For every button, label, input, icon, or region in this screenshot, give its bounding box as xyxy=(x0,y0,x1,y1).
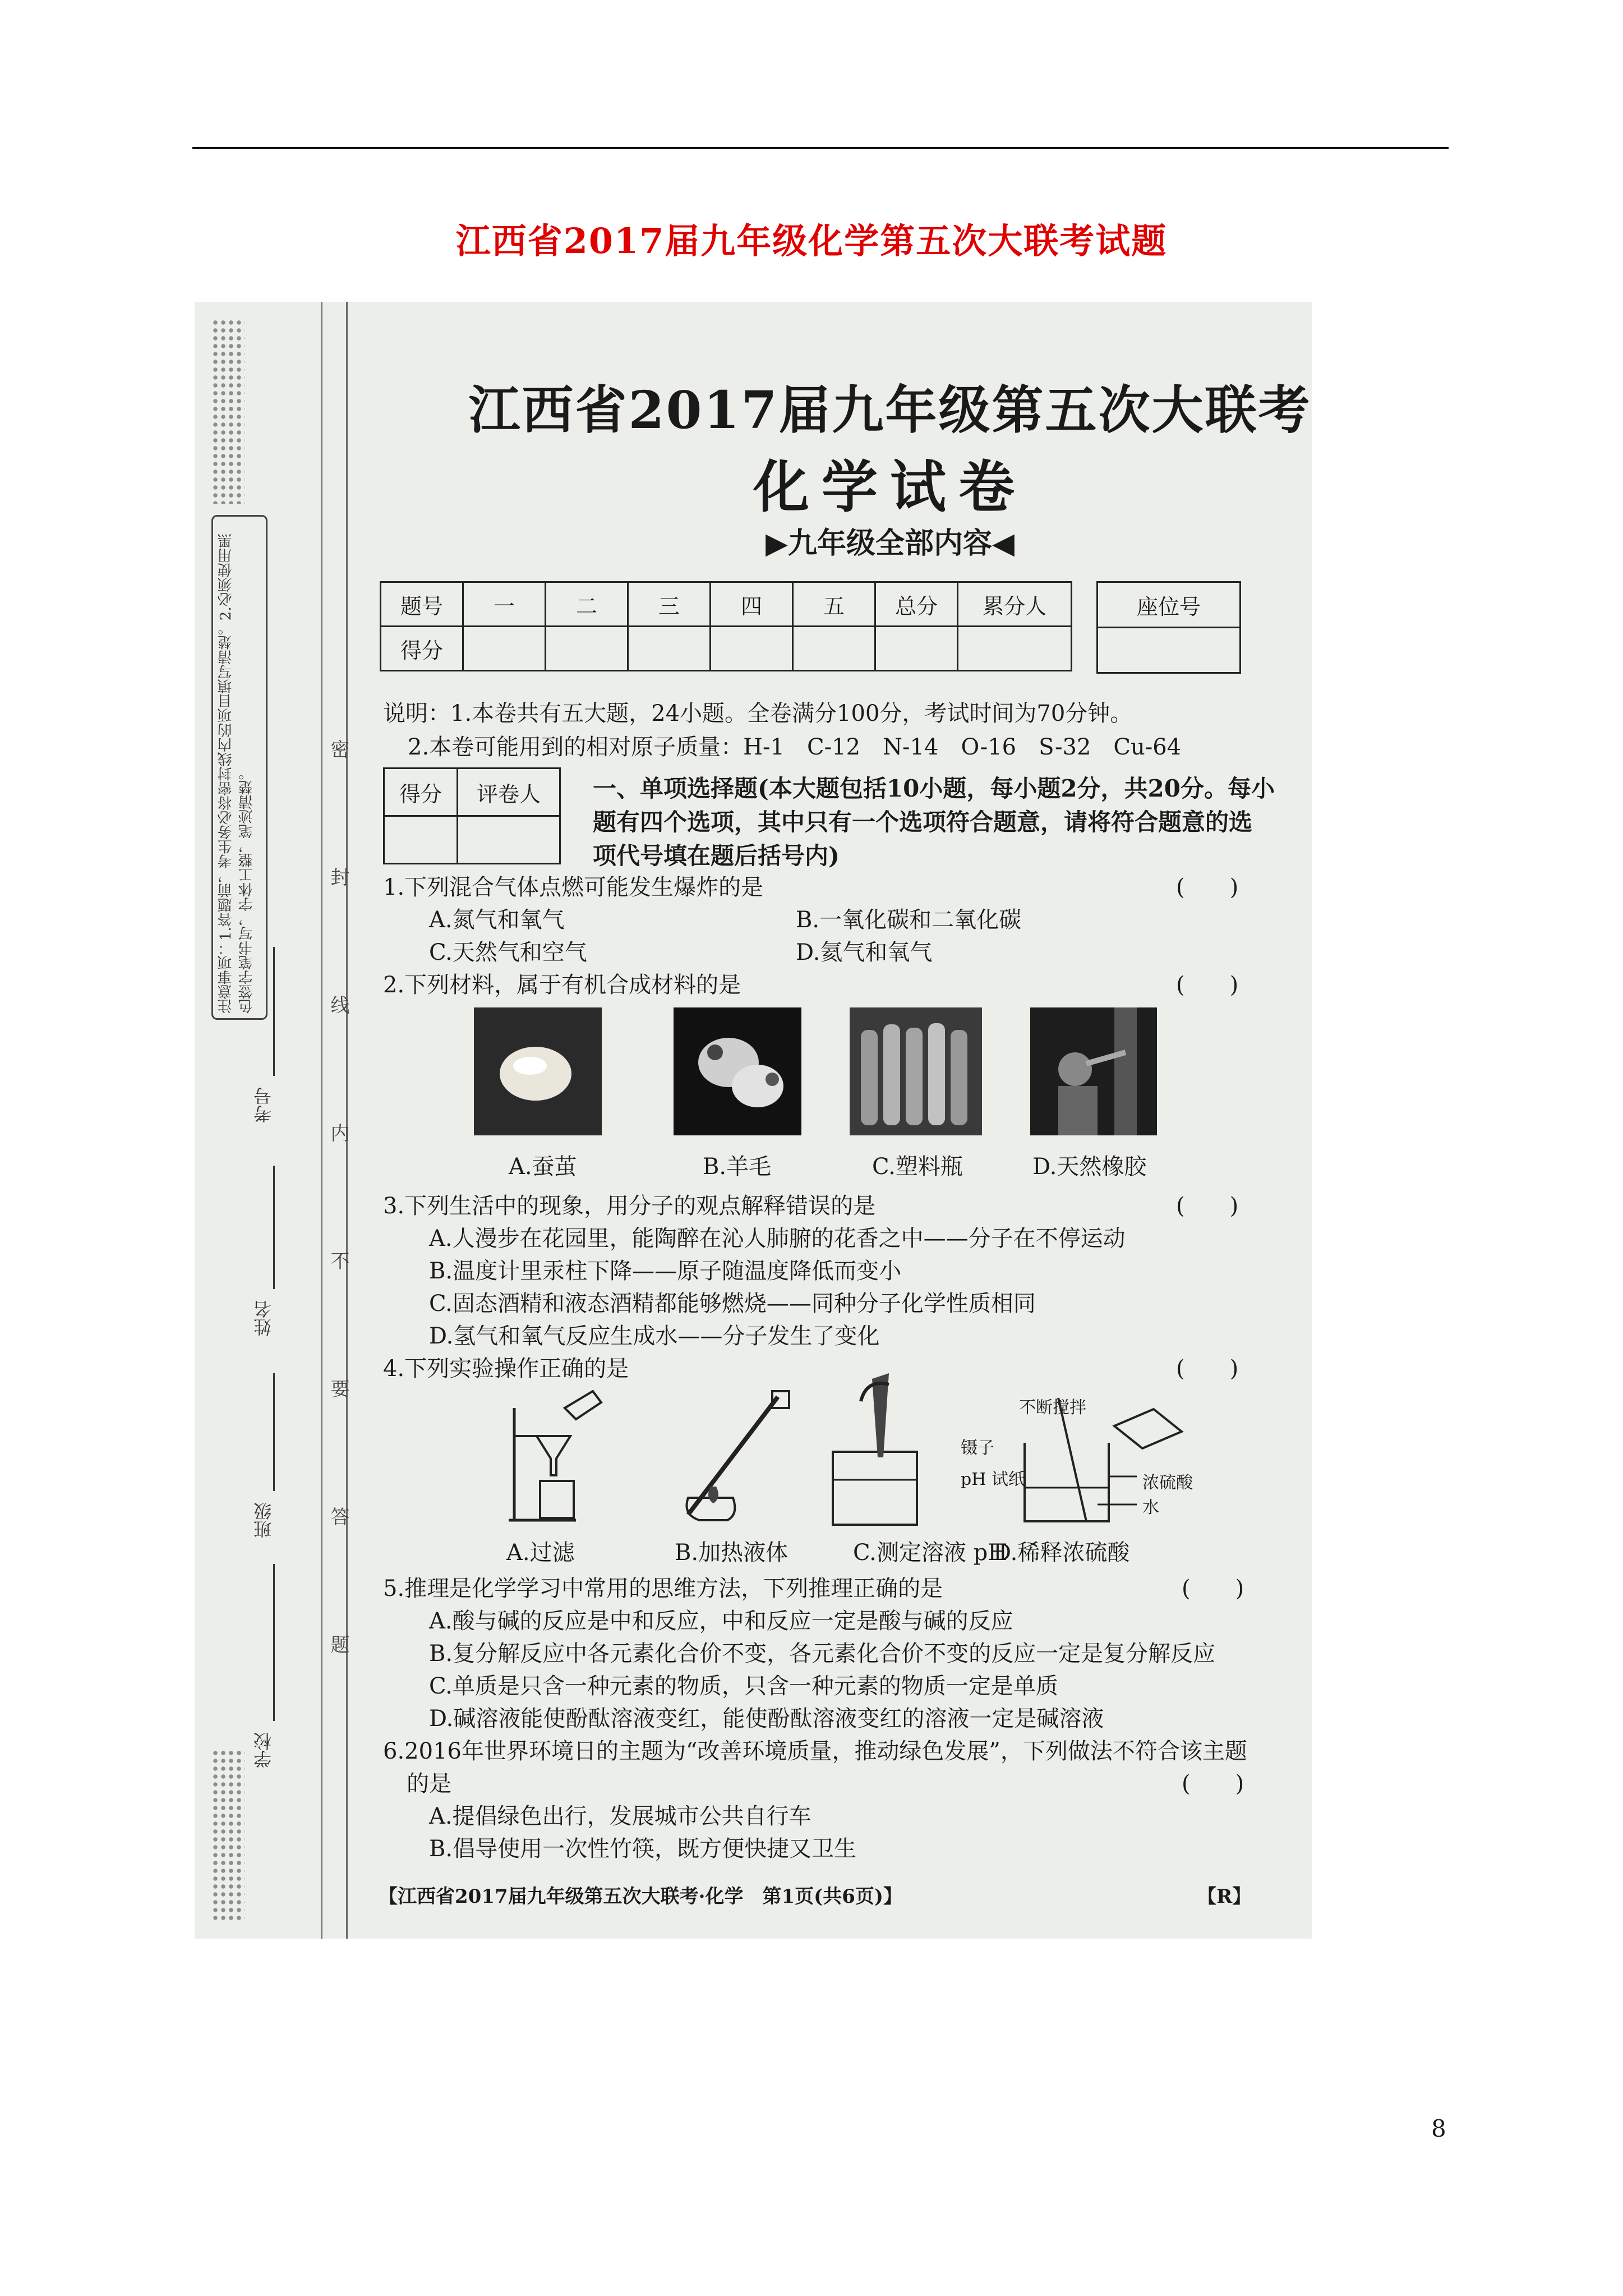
question-3-stem: 3.下列生活中的现象，用分子的观点解释错误的是 xyxy=(383,1193,876,1219)
question-1-option-d: D.氦气和氧气 xyxy=(796,940,933,965)
section-1-line-2: 题有四个选项，其中只有一个选项符合题意，请将符合题意的选 xyxy=(593,808,1253,836)
page-number: 8 xyxy=(1431,2115,1446,2142)
answer-paren: ( ) xyxy=(1182,1771,1244,1797)
heating-liquid-apparatus-icon xyxy=(666,1386,817,1526)
score-cell xyxy=(958,627,1072,671)
label-tweezers: 镊子 xyxy=(961,1438,994,1458)
question-3-option-d: D.氢气和氧气反应生成水——分子发生了变化 xyxy=(429,1323,880,1349)
seal-text: 密 封 线 内 不 要 答 题 xyxy=(327,739,349,1699)
exam-footer: 【江西省2017届九年级第五次大联考·化学 第1页(共6页)】 xyxy=(379,1885,902,1908)
question-4-option-c: C.测定溶液 pH xyxy=(853,1540,1008,1566)
silkworm-cocoon-image xyxy=(474,1007,602,1135)
question-2-option-b: B.羊毛 xyxy=(703,1154,772,1180)
binding-holes-bottom xyxy=(211,1749,245,1923)
score-header-cell: 题号 xyxy=(381,582,463,627)
score-header-cell: 四 xyxy=(711,582,793,627)
answer-paren: ( ) xyxy=(1176,875,1239,900)
score-cell xyxy=(463,627,546,671)
natural-rubber-image xyxy=(1030,1007,1157,1135)
question-3-option-b: B.温度计里汞柱下降——原子随温度降低而变小 xyxy=(429,1258,902,1284)
header-rule xyxy=(192,147,1449,149)
filtration-apparatus-icon xyxy=(497,1386,626,1526)
question-6-option-b: B.倡导使用一次性竹筷，既方便快捷又卫生 xyxy=(429,1836,857,1862)
score-cell xyxy=(711,627,793,671)
label-stir: 不断搅拌 xyxy=(1019,1398,1086,1418)
question-4-stem: 4.下列实验操作正确的是 xyxy=(383,1356,629,1382)
seat-value xyxy=(1098,628,1241,673)
question-4-option-a: A.过滤 xyxy=(506,1540,575,1566)
score-cell xyxy=(793,627,875,671)
label-conc-acid: 浓硫酸 xyxy=(1142,1473,1193,1493)
question-2-stem: 2.下列材料，属于有机合成材料的是 xyxy=(383,972,741,998)
score-header-cell: 总分 xyxy=(875,582,958,627)
score-header-cell: 三 xyxy=(628,582,711,627)
exam-footer-code: 【R】 xyxy=(1197,1885,1252,1908)
question-1-option-a: A.氮气和氧气 xyxy=(429,907,565,933)
question-1-option-c: C.天然气和空气 xyxy=(429,940,587,965)
score-header-cell: 二 xyxy=(546,582,628,627)
plastic-bottle-image xyxy=(850,1007,982,1135)
label-ph-paper: pH 试纸 xyxy=(961,1470,1025,1489)
question-5-option-d: D.碱溶液能使酚酞溶液变红，能使酚酞溶液变红的溶液一定是碱溶液 xyxy=(429,1706,1104,1732)
question-3-option-a: A.人漫步在花园里，能陶醉在沁人肺腑的花香之中——分子在不停运动 xyxy=(429,1226,1126,1251)
answer-paren: ( ) xyxy=(1176,1193,1239,1219)
notice-box: 注意事项：1.答题前，考生务必将密封线内的项目填写清楚。2.必须使用黑色签字笔书写，字体工整，笔迹清楚。 xyxy=(211,515,268,1020)
score-cell xyxy=(875,627,958,671)
question-1-stem: 1.下列混合气体点燃可能发生爆炸的是 xyxy=(383,875,764,900)
score-cell xyxy=(546,627,628,671)
field-class-line xyxy=(273,1373,275,1491)
exam-scope: ▶九年级全部内容◀ xyxy=(766,526,1015,560)
field-name-line xyxy=(273,1166,275,1289)
exam-photo xyxy=(195,302,1312,1939)
page-title: 江西省2017届九年级化学第五次大联考试题 xyxy=(455,220,1168,261)
note-1: 说明：1.本卷共有五大题，24小题。全卷满分100分，考试时间为70分钟。 xyxy=(383,701,1133,726)
question-3-option-c: C.固态酒精和液态酒精都能够燃烧——同种分子化学性质相同 xyxy=(429,1291,1036,1317)
exam-subtitle: 化学试卷 xyxy=(753,454,1027,520)
note-2: 2.本卷可能用到的相对原子质量：H-1 C-12 N-14 O-16 S-32 Cu-64 xyxy=(408,734,1182,760)
field-school-line xyxy=(273,1564,275,1721)
grader-table xyxy=(383,767,561,864)
question-5-option-a: A.酸与碱的反应是中和反应，中和反应一定是酸与碱的反应 xyxy=(429,1608,1013,1634)
answer-paren: ( ) xyxy=(1176,1356,1239,1382)
question-5-stem: 5.推理是化学学习中常用的思维方法，下列推理正确的是 xyxy=(383,1576,943,1602)
grader-header: 得分 xyxy=(384,769,458,816)
grader-cell xyxy=(458,816,560,864)
score-row-label: 得分 xyxy=(381,627,463,671)
question-2-option-c: C.塑料瓶 xyxy=(872,1154,963,1180)
section-1-line-3: 项代号填在题后括号内) xyxy=(593,842,840,869)
question-2-option-a: A.蚕茧 xyxy=(509,1154,577,1180)
sheep-wool-image xyxy=(674,1007,801,1135)
question-6-stem-cont: 的是 xyxy=(407,1771,451,1797)
question-4-option-d: D.稀释浓硫酸 xyxy=(993,1540,1130,1566)
section-1-heading xyxy=(593,772,1294,873)
question-5-option-c: C.单质是只含一种元素的物质，只含一种元素的物质一定是单质 xyxy=(429,1673,1058,1699)
seat-table xyxy=(1096,581,1241,674)
score-header-cell: 一 xyxy=(463,582,546,627)
seat-label: 座位号 xyxy=(1098,582,1241,628)
ph-test-apparatus-icon xyxy=(816,1368,979,1530)
exam-title: 江西省2017届九年级第五次大联考 xyxy=(468,380,1312,440)
question-4-option-b: B.加热液体 xyxy=(675,1540,789,1566)
question-6-option-a: A.提倡绿色出行，发展城市公共自行车 xyxy=(429,1803,811,1829)
field-class: 班级 xyxy=(253,1502,274,1538)
label-water: 水 xyxy=(1142,1498,1159,1517)
grader-cell xyxy=(384,816,458,864)
seal-line xyxy=(321,302,322,1939)
field-exam-number: 考号 xyxy=(253,1087,274,1123)
question-2-option-d: D.天然橡胶 xyxy=(1032,1154,1147,1180)
field-school: 学校 xyxy=(253,1732,274,1768)
score-header-cell: 累分人 xyxy=(958,582,1072,627)
grader-header: 评卷人 xyxy=(458,769,560,816)
field-exam-number-line xyxy=(273,947,275,1076)
question-1-option-b: B.一氧化碳和二氧化碳 xyxy=(796,907,1022,933)
score-cell xyxy=(628,627,711,671)
section-1-line-1: 一、单项选择题(本大题包括10小题，每小题2分，共20分。每小 xyxy=(593,775,1275,802)
score-header-cell: 五 xyxy=(793,582,875,627)
answer-paren: ( ) xyxy=(1176,972,1239,998)
field-name: 姓名 xyxy=(253,1300,274,1336)
question-6-stem: 6.2016年世界环境日的主题为“改善环境质量，推动绿色发展”，下列做法不符合该主题 xyxy=(383,1738,1247,1764)
answer-paren: ( ) xyxy=(1182,1576,1244,1602)
question-5-option-b: B.复分解反应中各元素化合价不变，各元素化合价不变的反应一定是复分解反应 xyxy=(429,1641,1216,1667)
score-table xyxy=(380,581,1072,671)
binding-holes-top xyxy=(211,319,245,504)
